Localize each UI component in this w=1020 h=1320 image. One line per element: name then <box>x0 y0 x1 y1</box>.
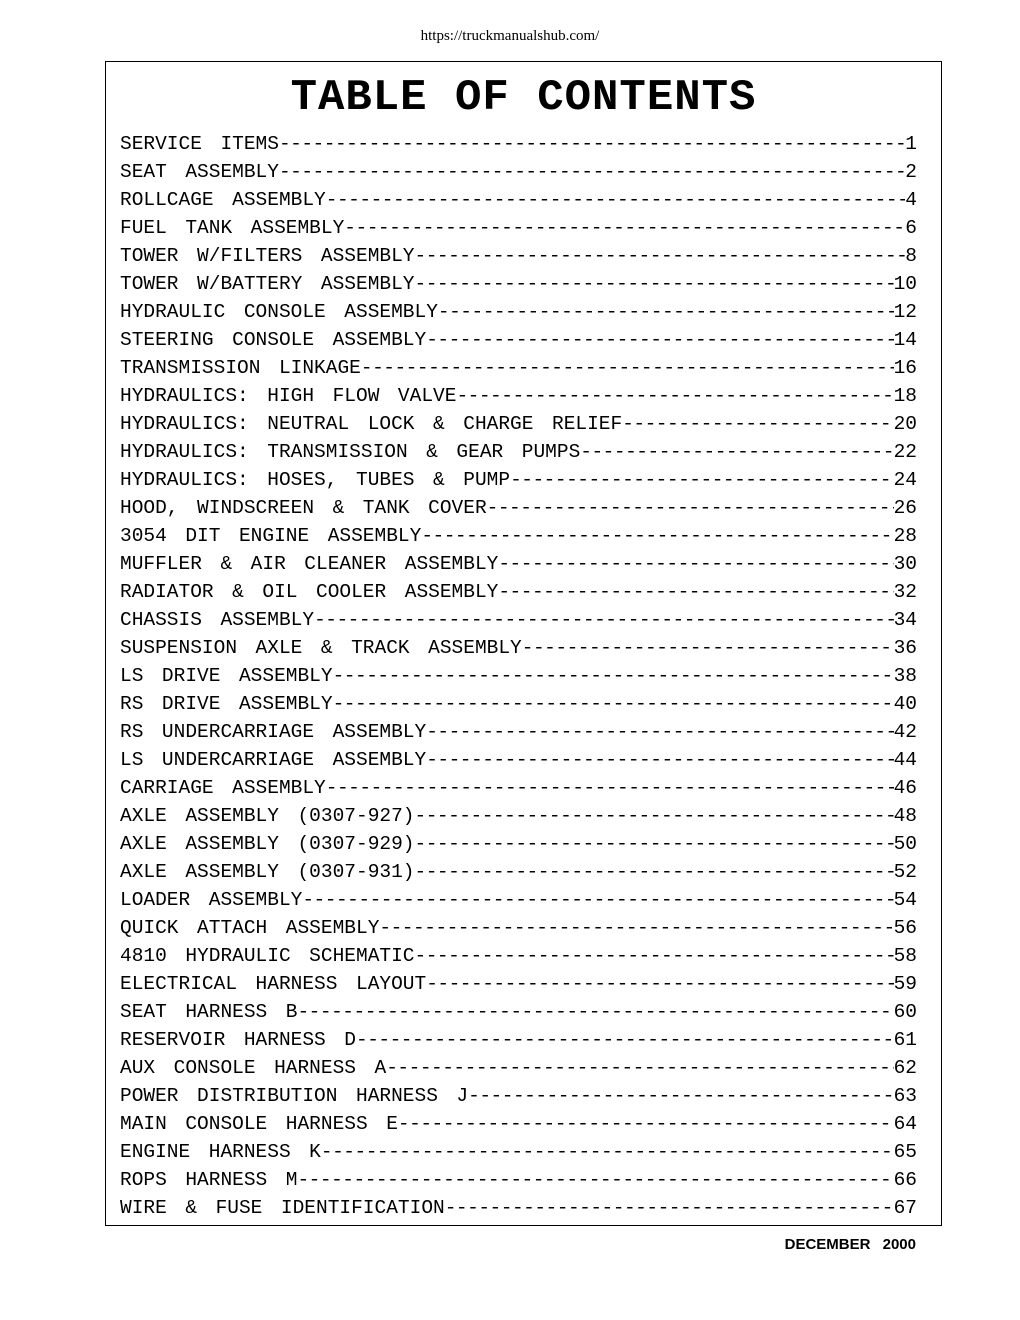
toc-entry-label: HYDRAULICS: HIGH FLOW VALVE <box>120 385 457 407</box>
toc-dot-leader <box>445 1194 894 1222</box>
toc-entry-page-number: 42 <box>893 721 917 743</box>
toc-dot-leader <box>415 242 906 270</box>
toc-dot-leader <box>379 914 893 942</box>
toc-entry-label: HYDRAULICS: TRANSMISSION & GEAR PUMPS <box>120 441 581 463</box>
toc-entry[interactable] <box>120 130 917 158</box>
toc-dot-leader <box>297 1166 893 1194</box>
toc-entry-page-number: 61 <box>893 1029 917 1051</box>
toc-dot-leader <box>580 438 893 466</box>
toc-dot-leader <box>415 802 894 830</box>
toc-dot-leader <box>297 998 893 1026</box>
toc-entry-label: ENGINE HARNESS K <box>120 1141 321 1163</box>
toc-dot-leader <box>415 858 894 886</box>
toc-entry[interactable] <box>120 1194 917 1222</box>
toc-entry-page-number: 22 <box>893 441 917 463</box>
toc-entry[interactable] <box>120 942 917 970</box>
toc-entry-page-number: 8 <box>905 245 917 267</box>
toc-dot-leader <box>468 1082 893 1110</box>
toc-entry-page-number: 54 <box>893 889 917 911</box>
toc-entry[interactable] <box>120 466 917 494</box>
toc-entry-label: FUEL TANK ASSEMBLY <box>120 217 345 239</box>
toc-entry-label: AXLE ASSEMBLY (0307-927) <box>120 805 415 827</box>
toc-entry[interactable] <box>120 158 917 186</box>
toc-entry[interactable] <box>120 858 917 886</box>
toc-dot-leader <box>426 970 893 998</box>
toc-dot-leader <box>326 186 906 214</box>
footer-date: DECEMBER 2000 <box>784 1236 916 1253</box>
toc-dot-leader <box>333 690 894 718</box>
toc-entry-label: HYDRAULICS: NEUTRAL LOCK & CHARGE RELIEF <box>120 413 623 435</box>
toc-dot-leader <box>326 774 894 802</box>
toc-entry-label: HYDRAULICS: HOSES, TUBES & PUMP <box>120 469 511 491</box>
toc-entry-label: LOADER ASSEMBLY <box>120 889 303 911</box>
toc-entry-page-number: 48 <box>893 805 917 827</box>
toc-entry-page-number: 10 <box>893 273 917 295</box>
toc-dot-leader <box>361 354 894 382</box>
toc-entry-label: ELECTRICAL HARNESS LAYOUT <box>120 973 427 995</box>
toc-entry-page-number: 36 <box>893 637 917 659</box>
toc-dot-leader <box>510 466 894 494</box>
toc-dot-leader <box>498 550 893 578</box>
toc-entry-label: ROLLCAGE ASSEMBLY <box>120 189 326 211</box>
toc-entry[interactable] <box>120 746 917 774</box>
toc-entry[interactable] <box>120 1138 917 1166</box>
toc-entry[interactable] <box>120 438 917 466</box>
toc-entry-label: RS DRIVE ASSEMBLY <box>120 693 333 715</box>
toc-entry[interactable] <box>120 690 917 718</box>
toc-entry[interactable] <box>120 354 917 382</box>
toc-entry-label: STEERING CONSOLE ASSEMBLY <box>120 329 427 351</box>
toc-entry[interactable] <box>120 1110 917 1138</box>
toc-entry[interactable] <box>120 634 917 662</box>
toc-entry-label: TRANSMISSION LINKAGE <box>120 357 361 379</box>
toc-entry-page-number: 50 <box>893 833 917 855</box>
toc-entry-page-number: 32 <box>893 581 917 603</box>
toc-dot-leader <box>279 158 905 186</box>
toc-entry[interactable] <box>120 550 917 578</box>
toc-entry-page-number: 2 <box>905 161 917 183</box>
toc-dot-leader <box>415 270 894 298</box>
toc-entry-label: SERVICE ITEMS <box>120 133 279 155</box>
toc-entry-page-number: 4 <box>905 189 917 211</box>
toc-entry-page-number: 20 <box>893 413 917 435</box>
toc-entry-label: RESERVOIR HARNESS D <box>120 1029 356 1051</box>
toc-entry[interactable] <box>120 298 917 326</box>
toc-dot-leader <box>426 326 893 354</box>
toc-entry-page-number: 16 <box>893 357 917 379</box>
toc-entry[interactable] <box>120 774 917 802</box>
toc-entry[interactable] <box>120 830 917 858</box>
toc-entry-page-number: 65 <box>893 1141 917 1163</box>
toc-dot-leader <box>421 522 893 550</box>
toc-entry-page-number: 18 <box>893 385 917 407</box>
toc-entry-label: QUICK ATTACH ASSEMBLY <box>120 917 380 939</box>
toc-entry[interactable] <box>120 410 917 438</box>
toc-entry-label: SEAT HARNESS B <box>120 1001 298 1023</box>
toc-entry[interactable] <box>120 214 917 242</box>
toc-entry-label: HOOD, WINDSCREEN & TANK COVER <box>120 497 487 519</box>
toc-entry[interactable] <box>120 802 917 830</box>
toc-entry-page-number: 63 <box>893 1085 917 1107</box>
toc-entry-label: LS UNDERCARRIAGE ASSEMBLY <box>120 749 427 771</box>
toc-entry[interactable] <box>120 1082 917 1110</box>
toc-entry[interactable] <box>120 494 917 522</box>
toc-dot-leader <box>426 746 893 774</box>
site-url[interactable]: https://truckmanualshub.com/ <box>420 28 600 44</box>
toc-entry-label: SEAT ASSEMBLY <box>120 161 279 183</box>
toc-entry-label: HYDRAULIC CONSOLE ASSEMBLY <box>120 301 438 323</box>
toc-entry[interactable] <box>120 1026 917 1054</box>
toc-dot-leader <box>356 1026 894 1054</box>
toc-entry[interactable] <box>120 998 917 1026</box>
toc-entry-label: MAIN CONSOLE HARNESS E <box>120 1113 398 1135</box>
toc-dot-leader <box>386 1054 893 1082</box>
toc-entry-page-number: 28 <box>893 525 917 547</box>
toc-dot-leader <box>314 606 894 634</box>
toc-entry-page-number: 12 <box>893 301 917 323</box>
toc-dot-leader <box>279 130 905 158</box>
toc-entry[interactable] <box>120 886 917 914</box>
toc-entry-page-number: 6 <box>905 217 917 239</box>
toc-entry[interactable] <box>120 718 917 746</box>
toc-entry[interactable] <box>120 326 917 354</box>
toc-entry[interactable] <box>120 662 917 690</box>
toc-entry-label: POWER DISTRIBUTION HARNESS J <box>120 1085 469 1107</box>
toc-entry-page-number: 1 <box>905 133 917 155</box>
toc-entry-label: ROPS HARNESS M <box>120 1169 298 1191</box>
toc-entry-label: AXLE ASSEMBLY (0307-929) <box>120 833 415 855</box>
page-title: TABLE OF CONTENTS <box>290 73 757 123</box>
toc-entry-label: TOWER W/FILTERS ASSEMBLY <box>120 245 415 267</box>
toc-entry-page-number: 14 <box>893 329 917 351</box>
toc-entry-page-number: 26 <box>893 497 917 519</box>
toc-entry-page-number: 40 <box>893 693 917 715</box>
toc-entry[interactable] <box>120 578 917 606</box>
toc-entry-page-number: 30 <box>893 553 917 575</box>
toc-entry-label: RS UNDERCARRIAGE ASSEMBLY <box>120 721 427 743</box>
toc-entry[interactable] <box>120 270 917 298</box>
toc-entry-label: CHASSIS ASSEMBLY <box>120 609 315 631</box>
toc-entry-label: WIRE & FUSE IDENTIFICATION <box>120 1197 445 1219</box>
toc-entry-page-number: 46 <box>893 777 917 799</box>
toc-entry-label: 4810 HYDRAULIC SCHEMATIC <box>120 945 415 967</box>
toc-entry[interactable] <box>120 606 917 634</box>
toc-list <box>120 130 917 1222</box>
toc-entry-page-number: 67 <box>893 1197 917 1219</box>
toc-dot-leader <box>398 1110 894 1138</box>
toc-entry-label: LS DRIVE ASSEMBLY <box>120 665 333 687</box>
toc-entry-label: AUX CONSOLE HARNESS A <box>120 1057 387 1079</box>
toc-entry-page-number: 34 <box>893 609 917 631</box>
toc-entry-page-number: 62 <box>893 1057 917 1079</box>
toc-entry-page-number: 44 <box>893 749 917 771</box>
toc-entry-page-number: 24 <box>893 469 917 491</box>
toc-dot-leader <box>487 494 894 522</box>
toc-dot-leader <box>426 718 893 746</box>
toc-entry-label: CARRIAGE ASSEMBLY <box>120 777 326 799</box>
toc-entry-page-number: 64 <box>893 1113 917 1135</box>
toc-entry-label: 3054 DIT ENGINE ASSEMBLY <box>120 525 422 547</box>
toc-dot-leader <box>415 942 894 970</box>
toc-dot-leader <box>522 634 894 662</box>
toc-entry-page-number: 58 <box>893 945 917 967</box>
toc-entry-page-number: 38 <box>893 665 917 687</box>
toc-entry-page-number: 52 <box>893 861 917 883</box>
toc-entry-label: MUFFLER & AIR CLEANER ASSEMBLY <box>120 553 499 575</box>
toc-dot-leader <box>321 1138 894 1166</box>
toc-entry[interactable] <box>120 382 917 410</box>
toc-entry[interactable] <box>120 1166 917 1194</box>
toc-dot-leader <box>456 382 893 410</box>
toc-dot-leader <box>622 410 893 438</box>
toc-entry[interactable] <box>120 970 917 998</box>
toc-entry-label: AXLE ASSEMBLY (0307-931) <box>120 861 415 883</box>
toc-dot-leader <box>302 886 893 914</box>
toc-entry-label: SUSPENSION AXLE & TRACK ASSEMBLY <box>120 637 522 659</box>
toc-entry-page-number: 59 <box>893 973 917 995</box>
toc-entry-label: TOWER W/BATTERY ASSEMBLY <box>120 273 415 295</box>
toc-dot-leader <box>333 662 894 690</box>
toc-dot-leader <box>498 578 893 606</box>
toc-entry-label: RADIATOR & OIL COOLER ASSEMBLY <box>120 581 499 603</box>
toc-entry[interactable] <box>120 242 917 270</box>
toc-entry-page-number: 56 <box>893 917 917 939</box>
toc-entry[interactable] <box>120 914 917 942</box>
toc-entry[interactable] <box>120 1054 917 1082</box>
toc-entry-page-number: 60 <box>893 1001 917 1023</box>
toc-dot-leader <box>438 298 894 326</box>
toc-entry-page-number: 66 <box>893 1169 917 1191</box>
toc-dot-leader <box>344 214 905 242</box>
toc-dot-leader <box>415 830 894 858</box>
toc-entry[interactable] <box>120 522 917 550</box>
toc-entry[interactable] <box>120 186 917 214</box>
